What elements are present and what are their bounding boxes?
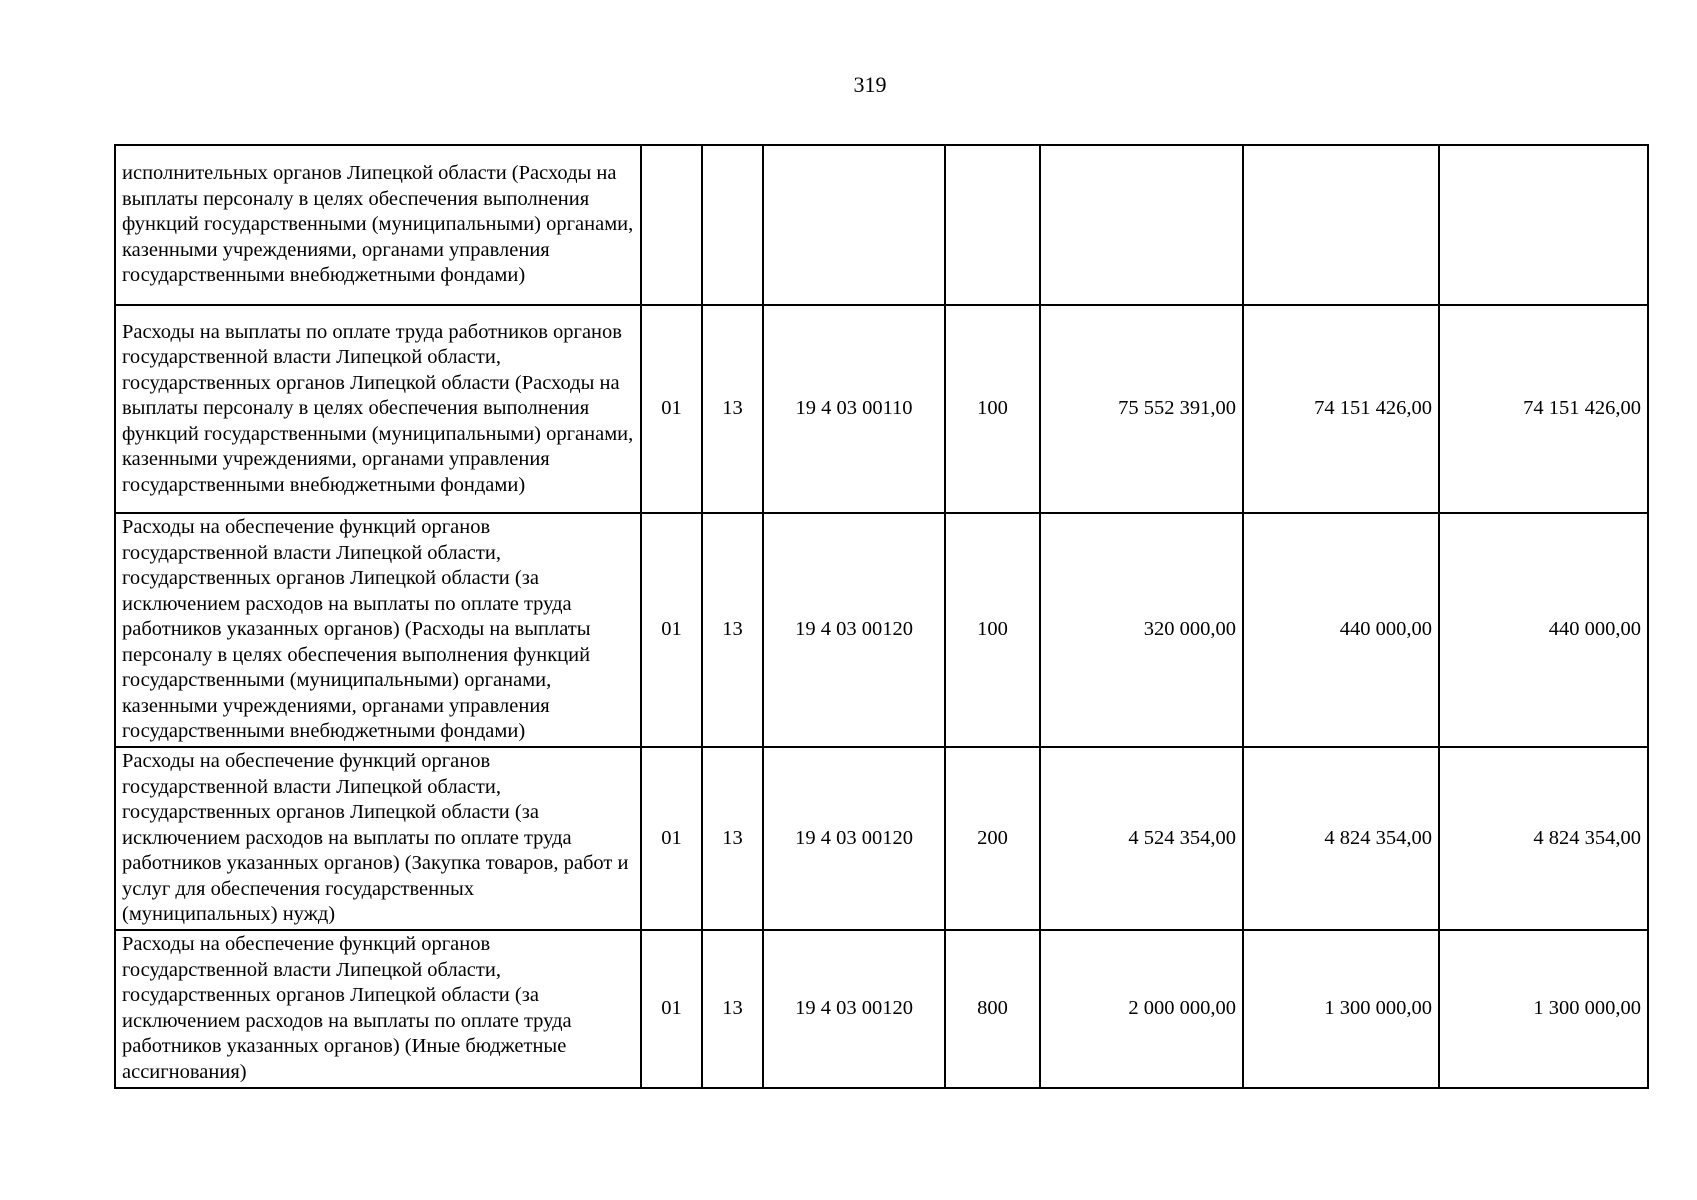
- section-code: [641, 145, 702, 305]
- table-row: [115, 930, 1648, 1088]
- subsection-code: 13: [702, 305, 763, 513]
- section-code: 01: [641, 747, 702, 930]
- amount-year-2: 1 300 000,00: [1243, 930, 1439, 1088]
- target-article-code: 19 4 03 00120: [763, 747, 945, 930]
- amount-year-1: 320 000,00: [1040, 513, 1243, 747]
- budget-table: [114, 144, 1649, 1089]
- subsection-code: 13: [702, 513, 763, 747]
- section-code: 01: [641, 513, 702, 747]
- row-description: исполнительных органов Липецкой области (Расходы на выплаты персоналу в целях обеспечения выполнения функций государственными (муниципальными) органами, казенными учреждениями, органами управления государственными внебюджетными фондами): [115, 145, 641, 305]
- amount-year-3: 4 824 354,00: [1439, 747, 1648, 930]
- amount-year-3: 74 151 426,00: [1439, 305, 1648, 513]
- row-description: Расходы на выплаты по оплате труда работников органов государственной власти Липецкой области, государственных органов Липецкой области (Расходы на выплаты персоналу в целях обеспечения выполнения функций государственными (муниципальными) органами, казенными учреждениями, органами управления государственными внебюджетными фондами): [115, 305, 641, 513]
- section-code: 01: [641, 930, 702, 1088]
- target-article-code: 19 4 03 00120: [763, 513, 945, 747]
- expense-type-code: 100: [945, 305, 1040, 513]
- amount-year-2: 440 000,00: [1243, 513, 1439, 747]
- expense-type-code: 100: [945, 513, 1040, 747]
- amount-year-2: 74 151 426,00: [1243, 305, 1439, 513]
- expense-type-code: [945, 145, 1040, 305]
- table-row: [115, 145, 1648, 305]
- amount-year-1: 4 524 354,00: [1040, 747, 1243, 930]
- amount-year-2: 4 824 354,00: [1243, 747, 1439, 930]
- target-article-code: [763, 145, 945, 305]
- table-body: [115, 145, 1648, 1088]
- amount-year-1: 75 552 391,00: [1040, 305, 1243, 513]
- target-article-code: 19 4 03 00120: [763, 930, 945, 1088]
- expense-type-code: 200: [945, 747, 1040, 930]
- table-row: [115, 513, 1648, 747]
- section-code: 01: [641, 305, 702, 513]
- subsection-code: [702, 145, 763, 305]
- target-article-code: 19 4 03 00110: [763, 305, 945, 513]
- amount-year-1: [1040, 145, 1243, 305]
- amount-year-3: [1439, 145, 1648, 305]
- table-row: [115, 747, 1648, 930]
- row-description: Расходы на обеспечение функций органов государственной власти Липецкой области, государственных органов Липецкой области (за исключением расходов на выплаты по оплате труда работников указанных органов) (Закупка товаров, работ и услуг для обеспечения государственных (муниципальных) нужд): [115, 747, 641, 930]
- expense-type-code: 800: [945, 930, 1040, 1088]
- row-description: Расходы на обеспечение функций органов государственной власти Липецкой области, государственных органов Липецкой области (за исключением расходов на выплаты по оплате труда работников указанных органов) (Расходы на выплаты персоналу в целях обеспечения выполнения функций государственными (муниципальными) органами, казенными учреждениями, органами управления государственными внебюджетными фондами): [115, 513, 641, 747]
- row-description: Расходы на обеспечение функций органов государственной власти Липецкой области, государственных органов Липецкой области (за исключением расходов на выплаты по оплате труда работников указанных органов) (Иные бюджетные ассигнования): [115, 930, 641, 1088]
- amount-year-2: [1243, 145, 1439, 305]
- page-number: 319: [853, 72, 887, 97]
- subsection-code: 13: [702, 747, 763, 930]
- amount-year-3: 1 300 000,00: [1439, 930, 1648, 1088]
- amount-year-1: 2 000 000,00: [1040, 930, 1243, 1088]
- table-row: [115, 305, 1648, 513]
- subsection-code: 13: [702, 930, 763, 1088]
- amount-year-3: 440 000,00: [1439, 513, 1648, 747]
